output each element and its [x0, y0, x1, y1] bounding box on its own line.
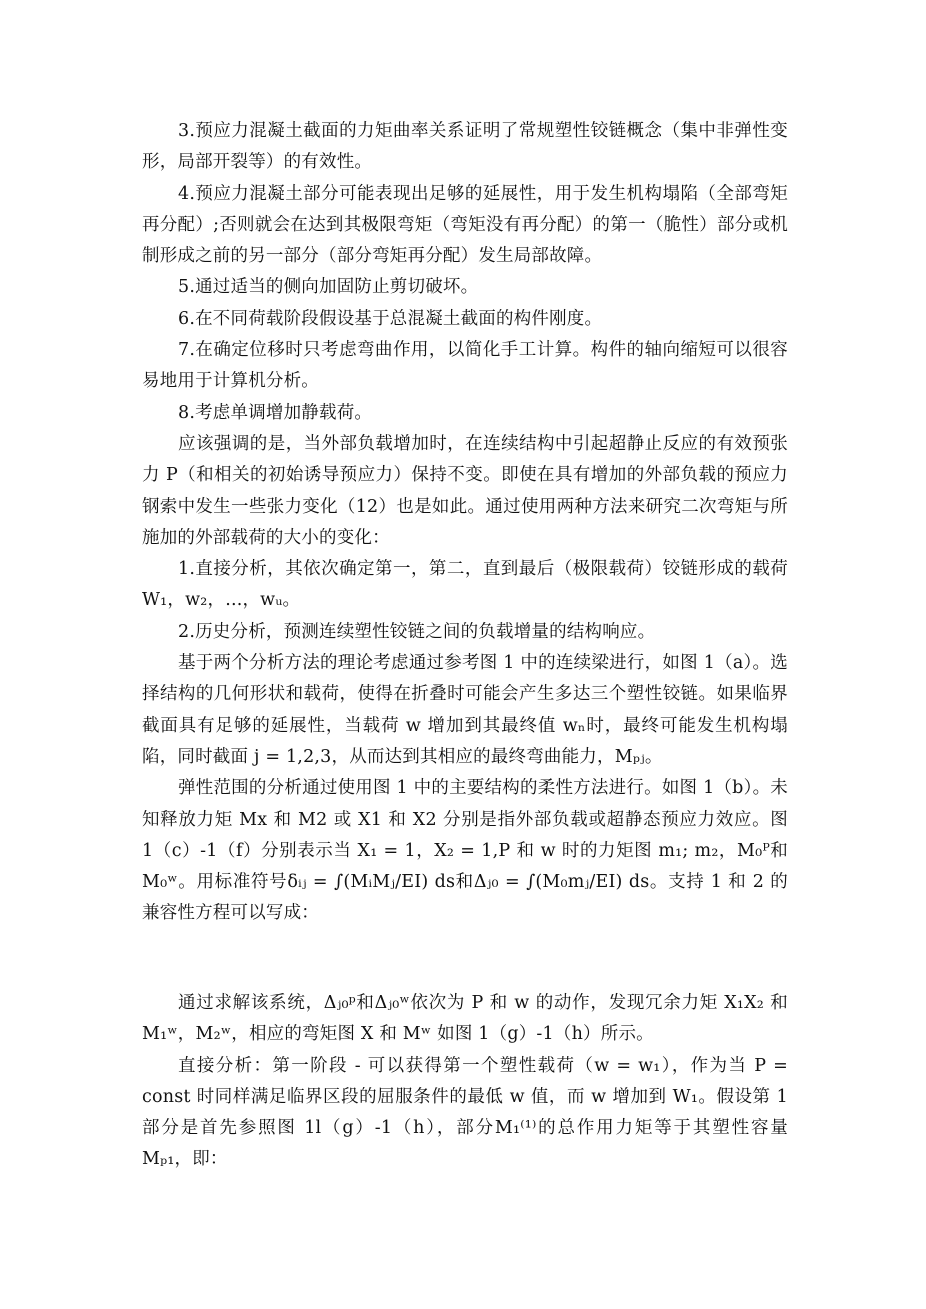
paragraph: 6.在不同荷载阶段假设基于总混凝土截面的构件刚度。	[178, 308, 603, 329]
paragraph: 2.历史分析，预测连续塑性铰链之间的负载增量的结构响应。	[178, 621, 656, 642]
paragraph: 8.考虑单调增加静载荷。	[178, 402, 373, 423]
paragraph: 直接分析：第一阶段 - 可以获得第一个塑性载荷（w = w₁），作为当 P = const 时同样满足临界区段的屈服条件的最低 w 值，而 w 增加到 W₁。假设第 1 部分是首先参照图 1l（g）-1（h），部分M₁⁽¹⁾的总作用力矩等于其塑性容量 Mₚ₁，即：	[142, 1055, 788, 1170]
paragraph: 应该强调的是，当外部负载增加时，在连续结构中引起超静止反应的有效预张力 P（和相关的初始诱导预应力）保持不变。即使在具有增加的外部负载的预应力钢索中发生一些张力变化（12）也是如此。通过使用两种方法来研究二次弯矩与所施加的外部载荷的大小的变化：	[142, 433, 788, 548]
paragraph: 通过求解该系统，Δⱼ₀ᵖ和Δⱼ₀ʷ依次为 P 和 w 的动作，发现冗余力矩 X₁X₂ 和 M₁ʷ，M₂ʷ，相应的弯矩图 X 和 Mʷ 如图 1（g）-1（h）所示。	[142, 993, 788, 1045]
paragraph: 1.直接分析，其依次确定第一，第二，直到最后（极限载荷）铰链形成的载荷 W₁，w₂，...，wᵤ。	[142, 559, 788, 611]
paragraph: 弹性范围的分析通过使用图 1 中的主要结构的柔性方法进行。如图 1（b）。未知释放力矩 Mx 和 M2 或 X1 和 X2 分别是指外部负载或超静态预应力效应。图 1（c）-1（f）分别表示当 X₁ = 1，X₂ = 1,P 和 w 时的力矩图 m₁; m₂，M₀ᴾ和M₀ʷ。用标准符号δᵢⱼ = ∫(MᵢMⱼ/EI) ds和Δⱼ₀ = ∫(M₀mⱼ/EI) ds。支持 1 和 2 的兼容性方程可以写成：	[142, 778, 788, 924]
paragraph: 5.通过适当的侧向加固防止剪切破坏。	[178, 277, 479, 298]
paragraph: 3.预应力混凝土截面的力矩曲率关系证明了常规塑性铰链概念（集中非弹性变形，局部开裂等）的有效性。	[142, 121, 788, 173]
text-section-upper	[142, 116, 788, 930]
paragraph: 基于两个分析方法的理论考虑通过参考图 1 中的连续梁进行，如图 1（a）。选择结构的几何形状和载荷，使得在折叠时可能会产生多达三个塑性铰链。如果临界截面具有足够的延展性，当载荷 w 增加到其最终值 wₙ时，最终可能发生机构塌陷，同时截面 j = 1,2,3，从而达到其相应的最终弯曲能力，Mₚⱼ。	[142, 653, 788, 767]
paragraph: 7.在确定位移时只考虑弯曲作用，以简化手工计算。构件的轴向缩短可以很容易地用于计算机分析。	[142, 340, 788, 392]
text-section-lower	[142, 988, 788, 1176]
paragraph: 4.预应力混凝土部分可能表现出足够的延展性，用于发生机构塌陷（全部弯矩再分配）;否则就会在达到其极限弯矩（弯矩没有再分配）的第一（脆性）部分或机制形成之前的另一部分（部分弯矩再分配）发生局部故障。	[142, 183, 788, 267]
